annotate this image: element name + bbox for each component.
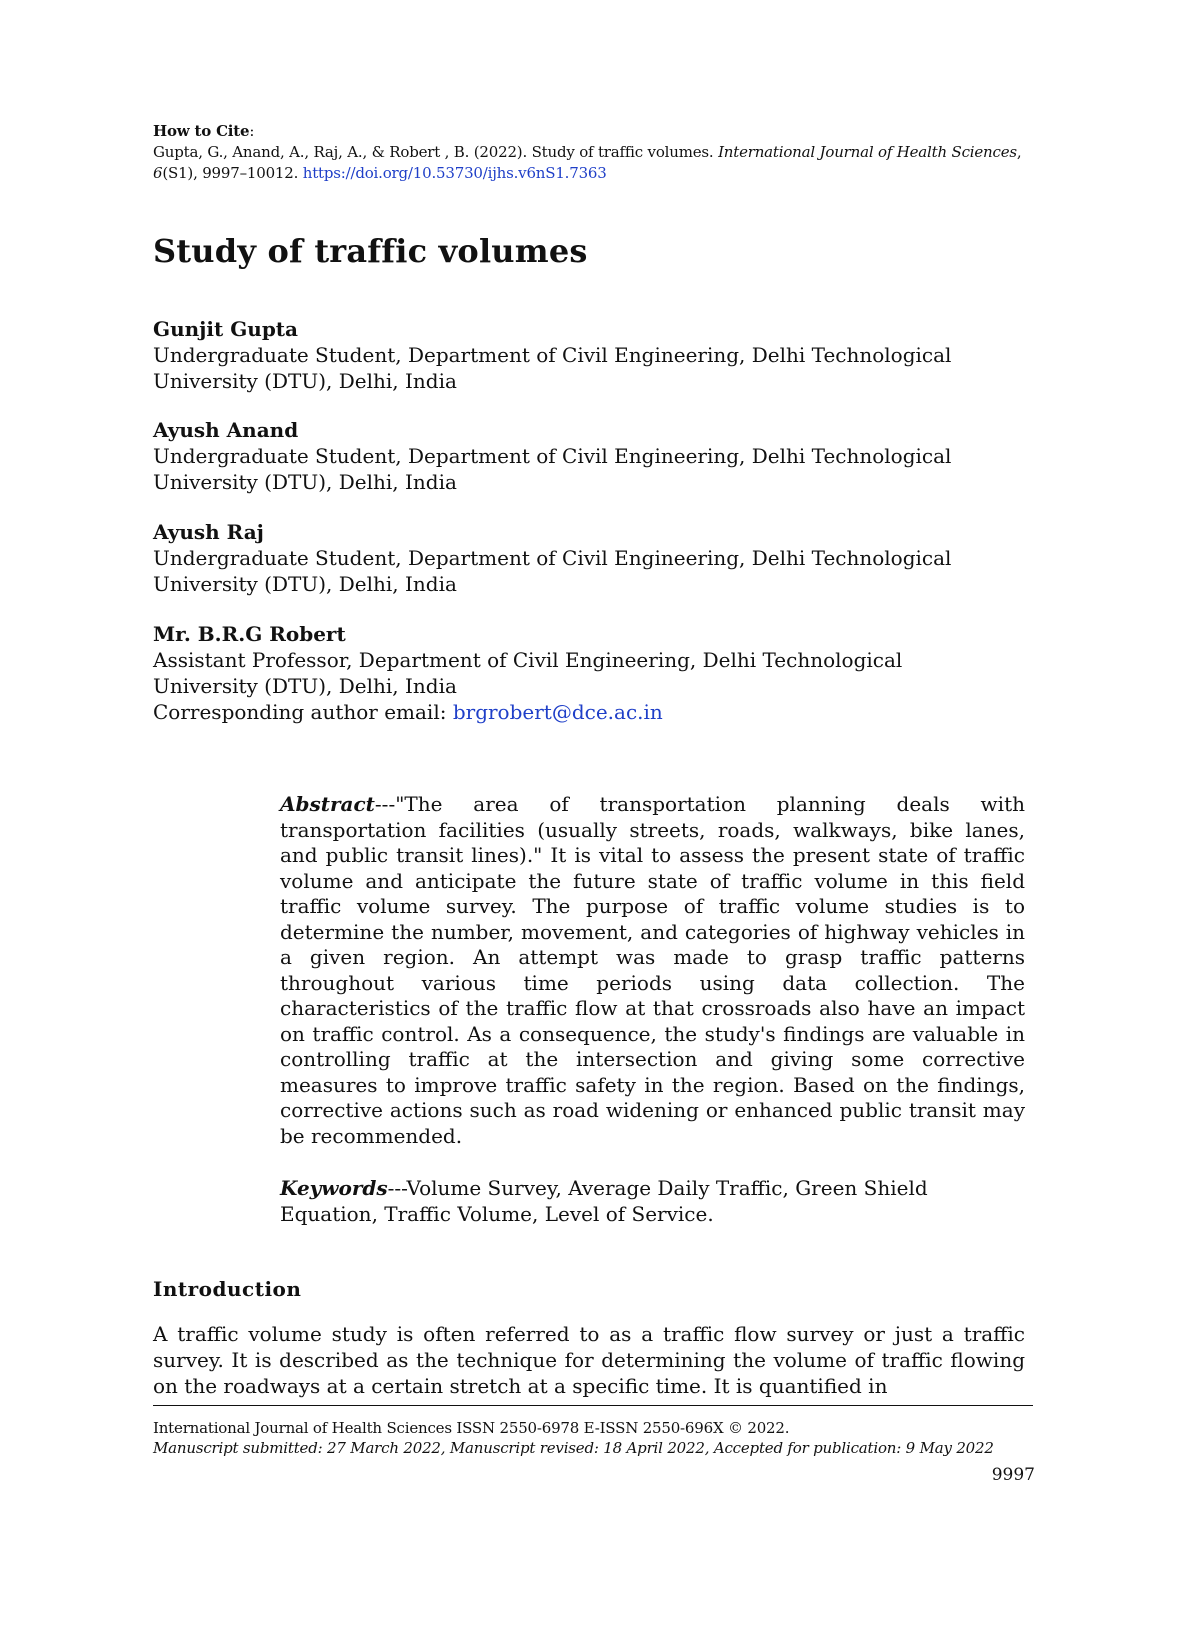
author-name: Ayush Raj (153, 520, 264, 544)
keywords-text: Volume Survey, Average Daily Traffic, Green Shield Equation, Traffic Volume, Level of Service. (280, 1176, 928, 1226)
author-block-4 (153, 621, 973, 725)
cite-volume: 6 (153, 164, 163, 182)
keywords-label: Keywords (280, 1176, 388, 1200)
author-block-1 (153, 316, 1033, 394)
footer-journal-line: International Journal of Health Sciences ISSN 2550-6978 E-ISSN 2550-696X © 2022. (153, 1419, 790, 1437)
keywords-separator: --- (387, 1176, 407, 1200)
author-affiliation: Assistant Professor, Department of Civil Engineering, Delhi Technological University (DTU), Delhi, India (153, 648, 903, 698)
cite-journal: International Journal of Health Sciences (718, 143, 1017, 161)
author-name: Gunjit Gupta (153, 317, 298, 341)
author-affiliation: Undergraduate Student, Department of Civil Engineering, Delhi Technological University (DTU), Delhi, India (153, 444, 952, 494)
page-footer (153, 1418, 1033, 1458)
page-number: 9997 (991, 1465, 1035, 1485)
introduction-heading: Introduction (153, 1277, 302, 1301)
author-affiliation: Undergraduate Student, Department of Civil Engineering, Delhi Technological University (DTU), Delhi, India (153, 343, 952, 393)
footer-rule (153, 1405, 1033, 1406)
cite-label-line: How to Cite: (153, 122, 255, 140)
paper-title: Study of traffic volumes (153, 232, 588, 270)
author-block-3 (153, 519, 1033, 597)
cite-authors-year: Gupta, G., Anand, A., Raj, A., & Robert , B. (2022). Study of traffic volumes. (153, 143, 714, 161)
keywords (280, 1175, 1025, 1227)
cite-reference: Gupta, G., Anand, A., Raj, A., & Robert , B. (2022). Study of traffic volumes. International Journal of Health Sciences, 6(S1), 9997–10012. https://doi.org/10.53730/ijhs.v6nS1.7363 (153, 143, 1022, 182)
corresponding-email-link[interactable]: brgrobert@dce.ac.in (452, 700, 663, 724)
footer-dates-line: Manuscript submitted: 27 March 2022, Manuscript revised: 18 April 2022, Accepted for publication: 9 May 2022 (153, 1439, 994, 1457)
corresponding-label: Corresponding author email: (153, 700, 447, 724)
abstract-label: Abstract (280, 792, 375, 816)
author-affiliation: Undergraduate Student, Department of Civil Engineering, Delhi Technological University (DTU), Delhi, India (153, 546, 952, 596)
cite-doi-link[interactable]: https://doi.org/10.53730/ijhs.v6nS1.7363 (302, 164, 607, 182)
abstract (280, 792, 1025, 1149)
abstract-separator: --- (374, 792, 396, 816)
author-block-2 (153, 417, 1033, 495)
how-to-cite (153, 121, 1023, 184)
cite-issue-pages: (S1), 9997–10012. (162, 164, 299, 182)
author-name: Mr. B.R.G Robert (153, 622, 346, 646)
abstract-text: "The area of transportation planning deals with transportation facilities (usually streets, roads, walkways, bike lanes, and public transit lines)." It is vital to assess the present state of traffic volume and anticipate the future state of traffic volume in this field traffic volume survey. The purpose of traffic volume studies is to determine the number, movement, and categories of highway vehicles in a given region. An attempt was made to grasp traffic patterns throughout various time periods using data collection. The characteristics of the traffic flow at that crossroads also have an impact on traffic control. As a consequence, the study's findings are valuable in controlling traffic at the intersection and giving some corrective measures to improve traffic safety in the region. Based on the findings, corrective actions such as road widening or enhanced public transit may be recommended. (280, 792, 1025, 1148)
introduction-text: A traffic volume study is often referred to as a traffic flow survey or just a traffic survey. It is described as the technique for determining the volume of traffic flowing on the roadways at a certain stretch at a specific time. It is quantified in (153, 1322, 1025, 1398)
corresponding-author (153, 699, 973, 725)
author-name: Ayush Anand (153, 418, 299, 442)
cite-label: How to Cite (153, 122, 250, 140)
